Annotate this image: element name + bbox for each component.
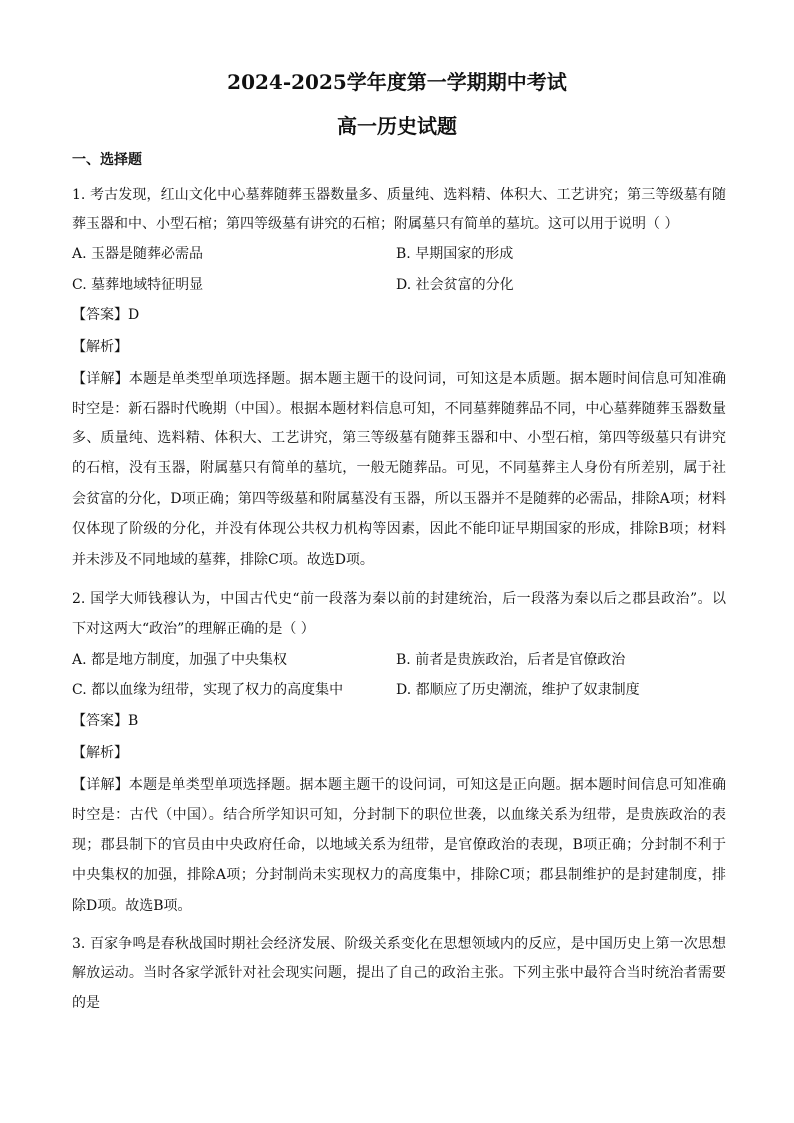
question-2-answer: 【答案】B (72, 713, 139, 729)
question-1-detail-line-5: 会贫富的分化，D项正确；第四等级墓和附属墓没有玉器，所以玉器并不是随葬的必需品，排除A项；材料 (72, 491, 726, 507)
page-subtitle: 高一历史试题 (337, 114, 457, 138)
question-3-stem-line-2: 解放运动。当时各家学派针对社会现实问题，提出了自己的政治主张。下列主张中最符合当时统治者需要 (72, 965, 726, 981)
question-1-detail-line-3: 多、质量纯、选料精、体积大、工艺讲究，第三等级墓有随葬玉器和中、小型石棺，第四等级墓只有讲究 (72, 430, 726, 446)
question-1-detail-line-7: 并未涉及不同地域的墓葬，排除C项。故选D项。 (72, 552, 374, 568)
question-1-option-d: D. 社会贫富的分化 (396, 277, 514, 293)
question-2-detail-line-3: 现；郡县制下的官员由中央政府任命，以地域关系为纽带，是官僚政治的表现，B项正确；分封制不利于 (72, 837, 726, 853)
question-1-stem-line-2: 葬玉器和中、小型石棺；第四等级墓有讲究的石棺；附属墓只有简单的墓坑。这可以用于说明（ ） (72, 216, 679, 232)
question-2-detail-line-4: 中央集权的加强，排除A项；分封制尚未实现权力的高度集中，排除C项；郡县制维护的是封建制度，排 (72, 867, 726, 883)
question-2-option-a: A. 都是地方制度，加强了中央集权 (72, 652, 288, 668)
question-2-detail-line-2: 时空是：古代（中国）。结合所学知识可知，分封制下的职位世袭，以血缘关系为纽带，是贵族政治的表 (72, 807, 726, 823)
question-1-option-a: A. 玉器是随葬必需品 (72, 246, 204, 262)
question-2-option-c: C. 都以血缘为纽带，实现了权力的高度集中 (72, 682, 344, 698)
question-1-answer: 【答案】D (72, 307, 140, 323)
page-title: 2024-2025学年度第一学期期中考试 (227, 70, 567, 94)
question-3-stem-line-1: 3. 百家争鸣是春秋战国时期社会经济发展、阶级关系变化在思想领域内的反应，是中国历史上第一次思想 (72, 936, 726, 952)
question-2-stem-line-1: 2. 国学大师钱穆认为，中国古代史“前一段落为秦以前的封建统治，后一段落为秦以后之郡县政治”。以 (72, 591, 726, 607)
question-1-stem-line-1: 1. 考古发现，红山文化中心墓葬随葬玉器数量多、质量纯、选料精、体积大、工艺讲究；第三等级墓有随 (72, 187, 726, 203)
question-1-detail-line-2: 时空是：新石器时代晚期（中国）。根据本题材料信息可知，不同墓葬随葬品不同，中心墓葬随葬玉器数量 (72, 401, 726, 417)
question-2-option-b: B. 前者是贵族政治，后者是官僚政治 (396, 652, 626, 668)
section-title: 一、选择题 (72, 152, 142, 168)
question-2-detail-line-1: 【详解】本题是单类型单项选择题。据本题主题干的设问词，可知这是正向题。据本题时间信息可知准确 (72, 777, 726, 793)
question-2-option-d: D. 都顺应了历史潮流，维护了奴隶制度 (396, 682, 640, 698)
question-2-detail-line-5: 除D项。故选B项。 (72, 898, 192, 914)
question-1-option-c: C. 墓葬地域特征明显 (72, 277, 204, 293)
question-3-stem-line-3: 的是 (72, 995, 100, 1011)
question-1-detail-line-1: 【详解】本题是单类型单项选择题。据本题主题干的设问词，可知这是本质题。据本题时间信息可知准确 (72, 371, 726, 387)
question-1-detail-line-6: 仅体现了阶级的分化，并没有体现公共权力机构等因素，因此不能印证早期国家的形成，排除B项；材料 (72, 521, 726, 537)
question-1-detail-line-4: 的石棺，没有玉器，附属墓只有简单的墓坑，一般无随葬品。可见，不同墓葬主人身份有所差别，属于社 (72, 460, 726, 476)
question-2-stem-line-2: 下对这两大“政治”的理解正确的是（ ） (72, 621, 315, 637)
question-1-option-b: B. 早期国家的形成 (396, 246, 514, 262)
question-2-analysis-label: 【解析】 (72, 745, 128, 761)
question-1-analysis-label: 【解析】 (72, 339, 128, 355)
